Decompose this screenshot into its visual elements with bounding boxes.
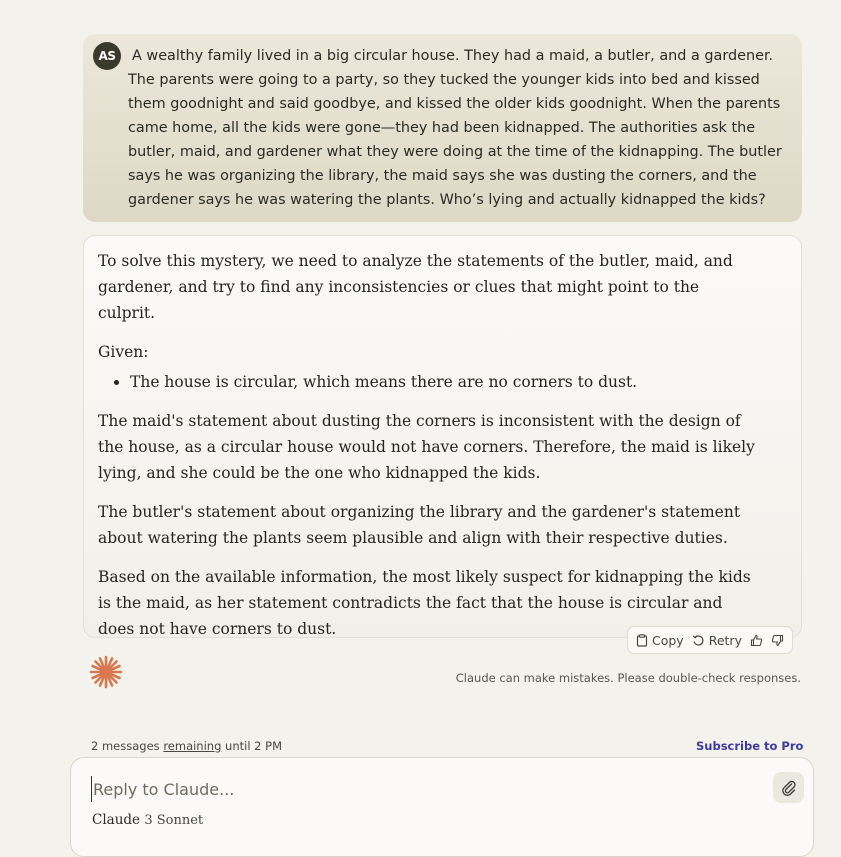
assistant-given-label: Given: — [98, 343, 149, 361]
disclaimer-text: Claude can make mistakes. Please double-check responses. — [455, 671, 801, 685]
model-name: Claude — [92, 812, 141, 828]
copy-label: Copy — [652, 632, 684, 648]
clipboard-icon — [636, 634, 648, 647]
list-item: • The house is circular, which means there are no corners to dust. — [130, 369, 787, 395]
thumbs-down-icon — [771, 634, 784, 647]
retry-button[interactable] — [692, 633, 742, 648]
assistant-paragraph: The maid's statement about dusting the corners is inconsistent with the design of the house, as a circular house would not have corners. Therefore, the maid is likely lying, and she could be the one who kidnapped the kids. — [98, 412, 755, 482]
usage-suffix: until 2 PM — [221, 739, 283, 753]
thumbs-up-button[interactable] — [750, 634, 763, 647]
assistant-paragraph: Based on the available information, the most likely suspect for kidnapping the kids is the maid, as her statement contradicts the fact that the house is circular and does not have corners to dust. — [98, 568, 751, 638]
assistant-paragraph: To solve this mystery, we need to analyze the statements of the butler, maid, and gardener, and try to find any inconsistencies or clues that might point to the culprit. — [98, 252, 733, 322]
user-message-text: A wealthy family lived in a big circular house. They had a maid, a butler, and a gardener. The parents were going to a party, so they tucked the younger kids into bed and kissed them goodnight and said goodbye, and kissed the older kids goodnight. When the parents came home, all the kids were gone—they had been kidnapped. The authorities ask the butler, maid, and gardener what they were doing at the time of the kidnapping. The butler says he was organizing the library, the maid says she was dusting the corners, and the gardener says he was watering the plants. Who’s lying and actually kidnapped the kids? — [128, 48, 782, 208]
claude-star-icon — [89, 655, 123, 689]
attach-button[interactable] — [773, 772, 804, 803]
assistant-message — [83, 235, 802, 638]
remaining-link[interactable]: remaining — [163, 739, 222, 753]
copy-button[interactable] — [636, 633, 684, 648]
user-message — [83, 34, 802, 222]
user-avatar: AS — [93, 42, 121, 70]
assistant-paragraph: The butler's statement about organizing the library and the gardener's statement about watering the plants seem plausible and align with their respective duties. — [98, 503, 741, 547]
model-selector[interactable] — [92, 812, 203, 828]
usage-notice — [91, 739, 282, 753]
model-version: 3 Sonnet — [144, 813, 204, 828]
thumbs-down-button[interactable] — [771, 634, 784, 647]
thumbs-up-icon — [750, 634, 763, 647]
retry-label: Retry — [708, 632, 742, 648]
retry-icon — [692, 634, 705, 647]
subscribe-link[interactable]: Subscribe to Pro — [696, 739, 804, 753]
message-actions — [627, 626, 793, 654]
reply-composer — [70, 757, 814, 857]
reply-input[interactable] — [91, 776, 745, 802]
paperclip-icon — [781, 780, 797, 796]
usage-prefix: 2 messages — [91, 739, 164, 753]
assistant-bullet-list — [98, 369, 787, 395]
